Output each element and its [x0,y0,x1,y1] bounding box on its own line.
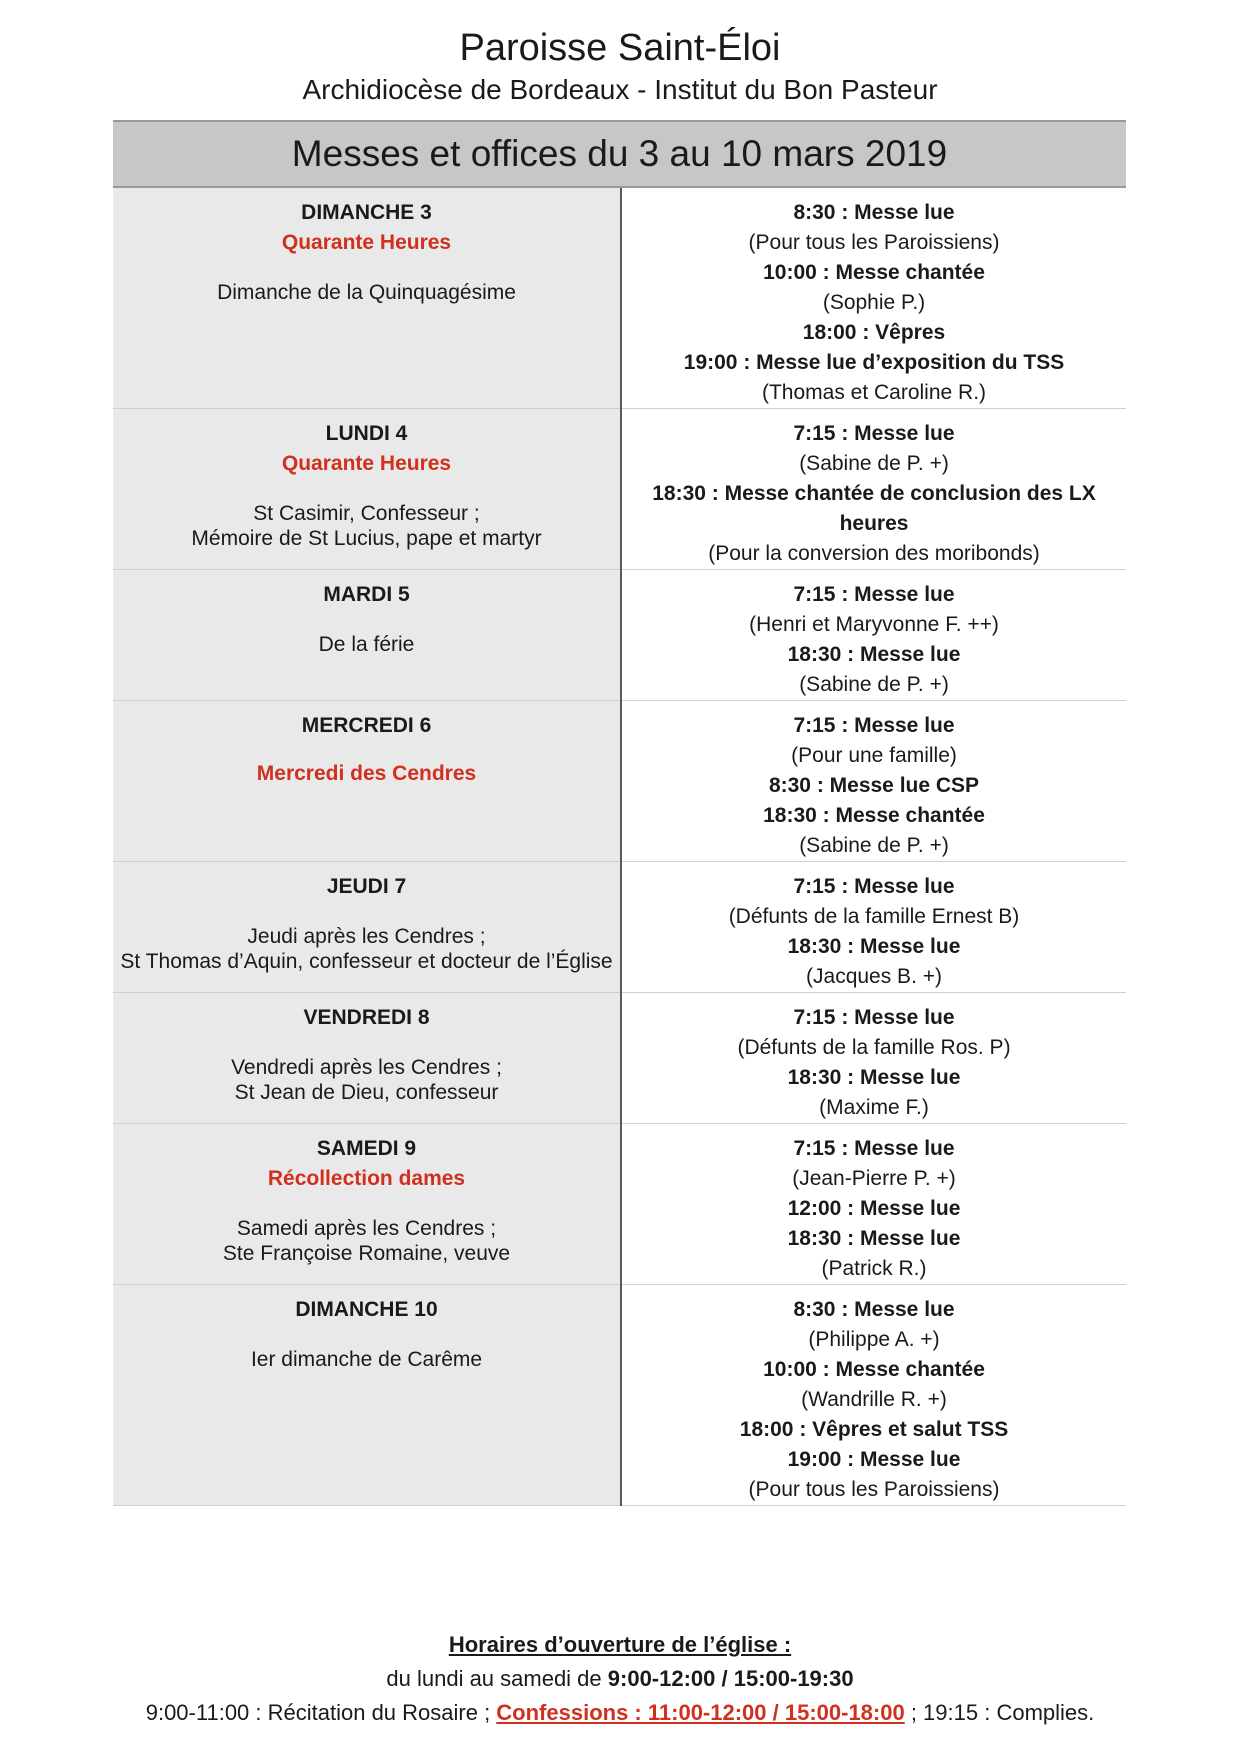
day-feast [113,632,620,657]
mass-intention: (Sabine de P. +) [799,452,949,475]
mass-item: 18:00 : Vêpres [802,321,946,344]
mass-item: 7:15 : Messe lue (Sabine de P. +) [622,419,1126,479]
mass-intention: (Jean-Pierre P. +) [792,1167,956,1190]
schedule-banner-title: Messes et offices du 3 au 10 mars 2019 [113,121,1126,187]
mass-label: Messe lue [860,1066,961,1089]
mass-label: Vêpres et salut TSS [812,1418,1009,1441]
mass-time: 18:30 [787,1227,842,1250]
day-highlight: Récollection dames [267,1167,466,1190]
mass-label: Messe lue CSP [829,774,980,797]
mass-intention: (Thomas et Caroline R.) [761,381,987,404]
mass-item: 18:30 : Messe lue (Patrick R.) [622,1224,1126,1284]
mass-intention: (Jacques B. +) [806,965,942,988]
mass-intention: (Henri et Maryvonne F. ++) [749,613,999,636]
mass-item: 7:15 : Messe lue (Défunts de la famille Ros. P) [622,1003,1126,1063]
mass-label: Messe lue [860,643,961,666]
day-name: MARDI 5 [323,583,410,606]
rosary-text: 9:00-11:00 : Récitation du Rosaire ; [145,1700,497,1725]
mass-time: 8:30 [793,201,836,224]
mass-time: 19:00 [683,351,738,374]
mass-intention: (Défunts de la famille Ros. P) [737,1036,1011,1059]
feast-line: Mémoire de St Lucius, pape et martyr [191,527,542,550]
masses-cell [621,187,1126,409]
day-row [113,570,1126,701]
mass-item: 10:00 : Messe chantée (Wandrille R. +) [622,1355,1126,1415]
mass-time: 7:15 [793,714,836,737]
day-name: SAMEDI 9 [316,1137,417,1160]
day-cell [113,862,621,993]
mass-item: 18:30 : Messe lue (Maxime F.) [622,1063,1126,1123]
day-name: MERCREDI 6 [301,714,432,737]
mass-label: Messe lue [854,1137,955,1160]
day-feast [113,501,620,551]
mass-time: 7:15 [793,1137,836,1160]
feast-line: St Thomas d’Aquin, confesseur et docteur de l’Église [120,950,613,973]
mass-label: Messe lue [860,935,961,958]
day-cell [113,1285,621,1506]
mass-intention: (Défunts de la famille Ernest B) [728,905,1020,928]
day-feast [113,1055,620,1105]
mass-item: 10:00 : Messe chantée (Sophie P.) [622,258,1126,318]
mass-item: 18:30 : Messe lue (Sabine de P. +) [622,640,1126,700]
day-row [113,701,1126,862]
day-name: JEUDI 7 [326,875,407,898]
mass-intention: (Patrick R.) [821,1257,927,1280]
hours-weekday-times: 9:00-12:00 / 15:00-19:30 [607,1666,854,1691]
day-name: DIMANCHE 3 [301,201,432,224]
mass-intention: (Pour tous les Paroissiens) [748,1478,1000,1501]
day-cell [113,570,621,701]
day-row [113,409,1126,570]
mass-intention: (Maxime F.) [819,1096,929,1119]
mass-time: 10:00 [763,261,817,284]
mass-item: 7:15 : Messe lue (Pour une famille) [622,711,1126,771]
mass-label: Messe lue [854,1298,955,1321]
compline-text: ; 19:15 : Complies. [904,1700,1095,1725]
day-cell [113,993,621,1124]
day-cell [113,409,621,570]
mass-intention: (Pour une famille) [791,744,957,767]
mass-intention: (Wandrille R. +) [801,1388,947,1411]
feast-line: Ste Françoise Romaine, veuve [222,1242,511,1265]
day-name: VENDREDI 8 [303,1006,430,1029]
mass-label: Messe lue [854,1006,955,1029]
hours-weekday-prefix: du lundi au samedi de [386,1666,608,1691]
day-cell [113,701,621,862]
day-feast-highlight: Mercredi des Cendres [256,762,477,785]
mass-item: 18:30 : Messe lue (Jacques B. +) [622,932,1126,992]
day-row [113,1124,1126,1285]
day-feast [113,280,620,305]
feast-line: St Casimir, Confesseur ; [253,502,480,525]
mass-label: Messe lue d’exposition du TSS [756,351,1065,374]
feast-line: De la férie [318,633,415,656]
day-cell [113,187,621,409]
mass-intention: (Sabine de P. +) [799,673,949,696]
day-name: DIMANCHE 10 [295,1298,438,1321]
masses-cell [621,993,1126,1124]
mass-label: Messe lue [854,422,955,445]
page-subtitle: Archidiocèse de Bordeaux - Institut du Bon Pasteur [302,74,938,105]
hours-heading: Horaires d’ouverture de l’église : [448,1632,792,1657]
mass-label: Vêpres [875,321,946,344]
mass-label: Messe lue [860,1197,961,1220]
mass-item: 18:30 : Messe chantée (Sabine de P. +) [622,801,1126,861]
mass-item: 8:30 : Messe lue (Pour tous les Paroissiens) [622,198,1126,258]
feast-line: Jeudi après les Cendres ; [247,925,486,948]
mass-intention: (Philippe A. +) [808,1328,940,1351]
mass-time: 18:30 [787,935,842,958]
mass-time: 18:00 [802,321,857,344]
mass-time: 7:15 [793,1006,836,1029]
mass-intention: (Sophie P.) [822,291,926,314]
day-row [113,862,1126,993]
mass-label: Messe chantée [835,804,985,827]
mass-item: 7:15 : Messe lue (Jean-Pierre P. +) [622,1134,1126,1194]
masses-cell [621,570,1126,701]
mass-time: 7:15 [793,583,836,606]
mass-item: 18:30 : Messe chantée de conclusion des LX heures (Pour la conversion des moribonds) [622,479,1126,569]
church-hours [0,1628,1240,1730]
mass-intention: (Pour la conversion des moribonds) [708,542,1040,565]
mass-label: Messe lue [860,1227,961,1250]
mass-time: 10:00 [763,1358,817,1381]
mass-time: 18:30 [787,1066,842,1089]
masses-cell [621,1124,1126,1285]
mass-time: 18:00 [739,1418,794,1441]
masses-cell [621,862,1126,993]
mass-item: 19:00 : Messe lue d’exposition du TSS (Thomas et Caroline R.) [622,348,1126,408]
masses-cell [621,701,1126,862]
mass-label: Messe chantée de conclusion des LX heures [724,482,1096,535]
mass-time: 7:15 [793,875,836,898]
schedule-banner [113,121,1126,187]
day-name: LUNDI 4 [325,422,408,445]
page-title: Paroisse Saint-Éloi [459,27,781,69]
mass-label: Messe lue [854,714,955,737]
mass-item: 8:30 : Messe lue CSP [768,774,980,797]
page-header [0,24,1240,108]
mass-time: 8:30 [768,774,811,797]
feast-line: Dimanche de la Quinquagésime [217,281,516,304]
mass-intention: (Pour tous les Paroissiens) [748,231,1000,254]
day-feast [113,1347,620,1372]
feast-line: Ier dimanche de Carême [250,1348,483,1371]
day-row [113,1285,1126,1506]
mass-label: Messe lue [854,875,955,898]
mass-time: 8:30 [793,1298,836,1321]
mass-time: 18:30 [652,482,706,505]
mass-item: 8:30 : Messe lue (Philippe A. +) [622,1295,1126,1355]
mass-label: Messe lue [854,583,955,606]
feast-line: St Jean de Dieu, confesseur [234,1081,499,1104]
schedule-table [113,120,1126,1506]
masses-cell [621,409,1126,570]
masses-cell [621,1285,1126,1506]
mass-item: 12:00 : Messe lue [787,1197,961,1220]
confessions-text: Confessions : 11:00-12:00 / 15:00-18:00 [496,1700,905,1725]
mass-label: Messe chantée [835,261,985,284]
day-highlight: Quarante Heures [281,231,452,254]
day-highlight: Quarante Heures [281,452,452,475]
mass-time: 12:00 [787,1197,842,1220]
mass-label: Messe lue [860,1448,961,1471]
mass-item: 19:00 : Messe lue (Pour tous les Paroissiens) [622,1445,1126,1505]
mass-time: 19:00 [787,1448,842,1471]
feast-line: Vendredi après les Cendres ; [231,1056,502,1079]
feast-line: Samedi après les Cendres ; [236,1217,497,1240]
day-cell [113,1124,621,1285]
mass-item: 18:00 : Vêpres et salut TSS [739,1418,1009,1441]
mass-item: 7:15 : Messe lue (Henri et Maryvonne F. ++) [622,580,1126,640]
mass-label: Messe lue [854,201,955,224]
mass-time: 18:30 [787,643,842,666]
day-feast [113,924,620,974]
mass-intention: (Sabine de P. +) [799,834,949,857]
mass-time: 7:15 [793,422,836,445]
day-feast [113,1216,620,1266]
day-row [113,187,1126,409]
mass-label: Messe chantée [835,1358,985,1381]
day-row [113,993,1126,1124]
mass-item: 7:15 : Messe lue (Défunts de la famille Ernest B) [622,872,1126,932]
mass-time: 18:30 [763,804,817,827]
